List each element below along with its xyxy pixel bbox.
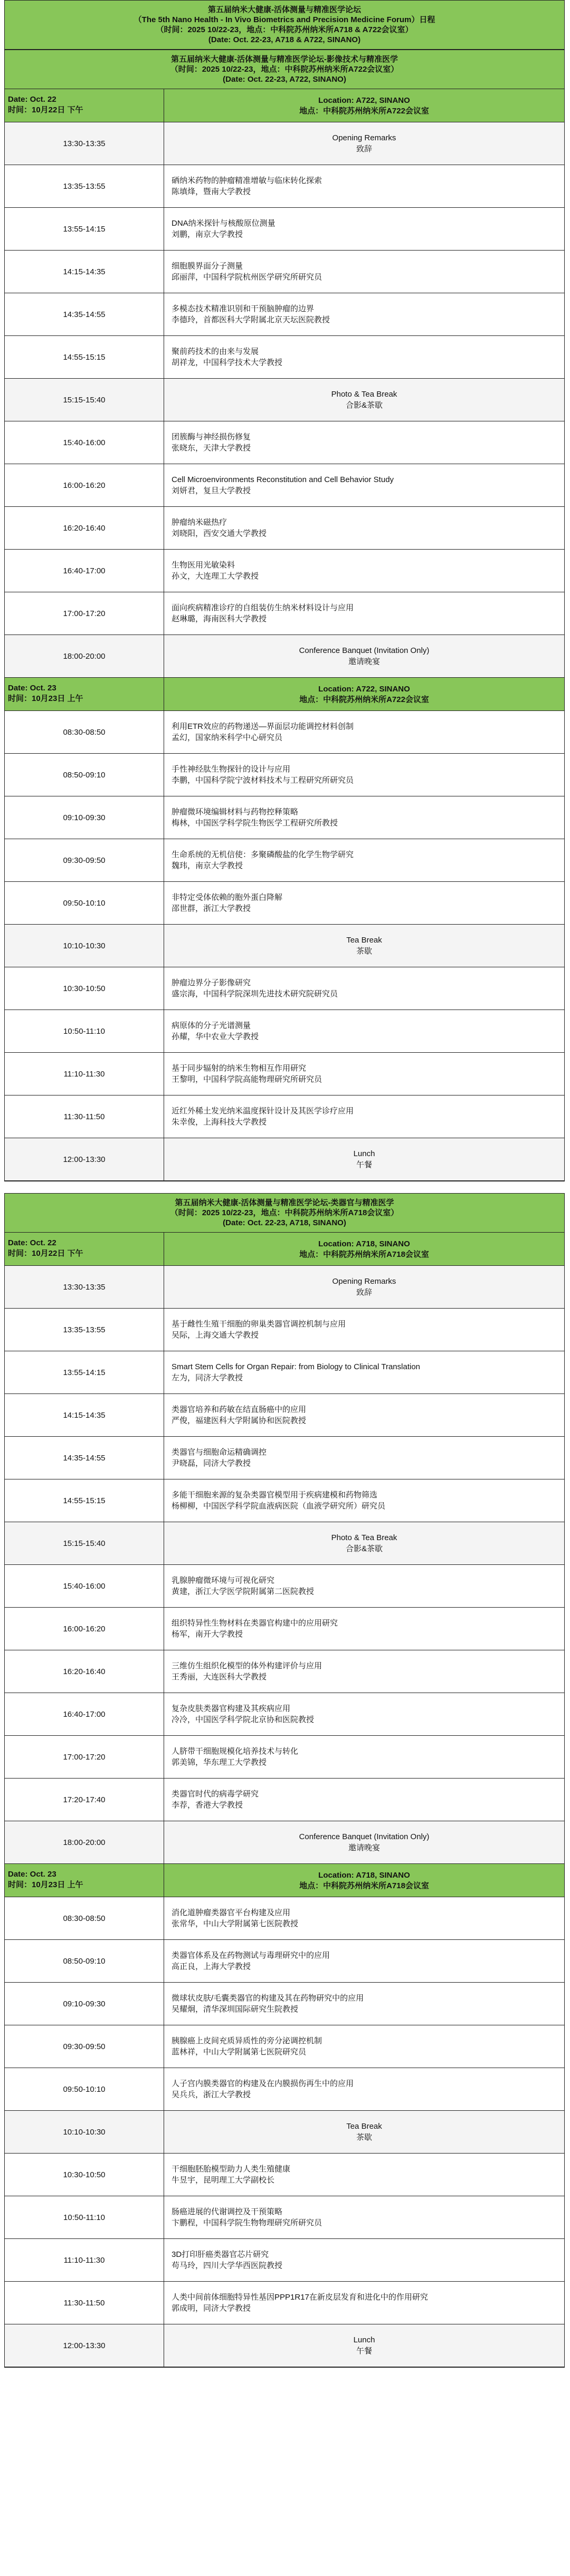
talk-item	[164, 1983, 564, 2025]
session-header	[5, 50, 564, 89]
talk-item	[164, 1309, 564, 1351]
agenda-document	[4, 0, 565, 2368]
talk-item	[164, 1437, 564, 1479]
date-en: Date: Oct. 23	[8, 1870, 56, 1879]
agenda-row	[5, 2111, 564, 2154]
speaker-info: 李荐，香港大学教授	[172, 1801, 243, 1810]
talk-title: 近红外稀土发光纳米温度探针设计及其医学诊疗应用	[172, 1107, 354, 1116]
talk-item	[164, 1053, 564, 1095]
session-header	[5, 1, 564, 50]
speaker-info: 朱幸俊，上海科技大学教授	[172, 1118, 267, 1127]
speaker-info: 张常华，中山大学附属第七医院教授	[172, 1919, 299, 1928]
time-slot: 17:00-17:20	[5, 1736, 164, 1778]
speaker-info: 陈填烽，暨南大学教授	[172, 187, 251, 196]
time-slot: 11:30-11:50	[5, 2282, 164, 2324]
talk-title: 三维仿生组织化模型的体外构建评价与应用	[172, 1661, 322, 1670]
talk-item	[164, 796, 564, 839]
session-title-line: （时间：2025 10/22-23，地点：中科院苏州纳米所A718会议室）	[170, 1208, 399, 1217]
talk-item	[164, 2282, 564, 2324]
speaker-info: 刘妍君，复旦大学教授	[172, 486, 251, 495]
agenda-row	[5, 379, 564, 421]
agenda-row	[5, 550, 564, 592]
location-en: Location: A718, SINANO	[318, 1871, 410, 1880]
location-cn: 地点：中科院苏州纳米所A718会议室	[299, 1881, 429, 1890]
time-slot: 09:30-09:50	[5, 839, 164, 881]
speaker-info: 尹晓磊，同济大学教授	[172, 1459, 251, 1468]
time-slot: 10:30-10:50	[5, 2154, 164, 2196]
talk-item	[164, 1608, 564, 1650]
agenda-row	[5, 1095, 564, 1138]
speaker-info: 黄建，浙江大学医学院附属第二医院教授	[172, 1587, 315, 1596]
day-date-cell	[5, 89, 164, 122]
time-slot: 15:40-16:00	[5, 1565, 164, 1607]
day-location-cell	[164, 89, 564, 122]
time-slot: 09:50-10:10	[5, 882, 164, 924]
talk-title: 消化道肿瘤类器官平台构建及应用	[172, 1908, 291, 1917]
time-slot: 09:30-09:50	[5, 2025, 164, 2068]
time-slot: 16:40-17:00	[5, 550, 164, 592]
talk-item	[164, 711, 564, 753]
speaker-info: 致辞	[356, 1288, 372, 1297]
time-slot: 14:55-15:15	[5, 336, 164, 378]
agenda-row	[5, 1053, 564, 1095]
speaker-info: 李鹏，中国科学院宁波材料技术与工程研究所研究员	[172, 776, 354, 785]
time-slot: 10:30-10:50	[5, 967, 164, 1010]
date-cn: 时间：10月23日 上午	[8, 1880, 83, 1889]
time-slot: 16:00-16:20	[5, 1608, 164, 1650]
speaker-info: 梅林，中国医学科学院生物医学工程研究所教授	[172, 819, 338, 828]
session-title-line: 第五届纳米大健康-活体测量与精准医学论坛	[208, 5, 361, 14]
time-slot: 14:15-14:35	[5, 251, 164, 293]
talk-title: 生物医用光敏染料	[172, 561, 235, 570]
agenda-row	[5, 2068, 564, 2111]
speaker-info: 冷冷，中国医学科学院北京协和医院教授	[172, 1715, 315, 1724]
speaker-info: 郭美锦，华东理工大学教授	[172, 1758, 267, 1767]
session-title-line: （时间：2025 10/22-23，地点：中科院苏州纳米所A722会议室）	[170, 65, 399, 74]
talk-title: Tea Break	[346, 2122, 382, 2131]
time-slot: 08:30-08:50	[5, 711, 164, 753]
date-cn: 时间：10月22日 下午	[8, 1249, 83, 1258]
time-slot: 10:10-10:30	[5, 925, 164, 967]
talk-item	[164, 967, 564, 1010]
time-slot: 15:40-16:00	[5, 421, 164, 464]
agenda-row	[5, 2324, 564, 2367]
day-location-cell	[164, 678, 564, 710]
session-block	[4, 50, 565, 1181]
time-slot: 16:20-16:40	[5, 507, 164, 549]
talk-item	[164, 2196, 564, 2238]
day-date-cell	[5, 1864, 164, 1897]
talk-title: Conference Banquet (Invitation Only)	[299, 1832, 430, 1841]
session-title-line: （The 5th Nano Health - In Vivo Biometrics and Precision Medicine Forum）日程	[134, 15, 435, 24]
talk-item	[164, 293, 564, 335]
location-cn: 地点：中科院苏州纳米所A722会议室	[299, 695, 429, 704]
time-slot: 16:40-17:00	[5, 1693, 164, 1735]
time-slot: 09:50-10:10	[5, 2068, 164, 2110]
agenda-row	[5, 711, 564, 754]
agenda-row	[5, 1010, 564, 1053]
speaker-info: 邀请晚宴	[348, 1843, 380, 1852]
speaker-info: 蓝林祥，中山大学附属第七医院研究员	[172, 2048, 307, 2056]
speaker-info: 邵世群，浙江大学教授	[172, 904, 251, 913]
time-slot: 16:00-16:20	[5, 464, 164, 506]
time-slot: 14:55-15:15	[5, 1479, 164, 1522]
talk-item	[164, 507, 564, 549]
agenda-row	[5, 1736, 564, 1779]
talk-item	[164, 1095, 564, 1138]
talk-item	[164, 208, 564, 250]
talk-title: 胰腺癌上皮间充质异质性的旁分泌调控机制	[172, 2036, 322, 2045]
talk-title: Tea Break	[346, 936, 382, 945]
speaker-info: 刘鹏，南京大学教授	[172, 230, 243, 239]
agenda-row	[5, 1897, 564, 1940]
day-header-row	[5, 678, 564, 711]
break-item	[164, 635, 564, 677]
talk-title: 类器官与细胞命运精确调控	[172, 1448, 267, 1457]
agenda-row	[5, 165, 564, 208]
talk-item	[164, 1650, 564, 1693]
speaker-info: 高正良，上海大学教授	[172, 1962, 251, 1971]
time-slot: 11:10-11:30	[5, 1053, 164, 1095]
talk-title: Cell Microenvironments Reconstitution and Cell Behavior Study	[172, 475, 394, 484]
agenda-row	[5, 208, 564, 251]
location-en: Location: A718, SINANO	[318, 1239, 410, 1248]
agenda-row	[5, 2196, 564, 2239]
session-title-line: 第五届纳米大健康-活体测量与精准医学论坛-影像技术与精准医学	[171, 55, 398, 64]
speaker-info: 合影&茶歇	[345, 401, 383, 410]
agenda-row	[5, 925, 564, 967]
session-block	[4, 0, 565, 50]
talk-title: 多能干细胞来源的复杂类器官模型用于疾病建模和药物筛选	[172, 1491, 378, 1500]
agenda-row	[5, 421, 564, 464]
speaker-info: 王秀丽，大连医科大学教授	[172, 1673, 267, 1681]
talk-title: 肠癌进展的代谢调控及干预策略	[172, 2207, 283, 2216]
speaker-info: 李德玲，首都医科大学附属北京天坛医院教授	[172, 315, 330, 324]
speaker-info: 邀请晚宴	[348, 657, 380, 666]
date-en: Date: Oct. 23	[8, 684, 56, 693]
time-slot: 10:50-11:10	[5, 1010, 164, 1052]
speaker-info: 孙耀，华中农业大学教授	[172, 1032, 259, 1041]
time-slot: 12:00-13:30	[5, 2324, 164, 2367]
agenda-row	[5, 1138, 564, 1181]
talk-title: 聚前药技术的由来与发展	[172, 347, 259, 356]
time-slot: 09:10-09:30	[5, 796, 164, 839]
day-location-cell	[164, 1864, 564, 1897]
speaker-info: 杨柳柳，中国医学科学院血液病医院（血液学研究所）研究员	[172, 1502, 386, 1511]
agenda-row	[5, 1940, 564, 1983]
talk-item	[164, 839, 564, 881]
time-slot: 14:35-14:55	[5, 293, 164, 335]
time-slot: 12:00-13:30	[5, 1138, 164, 1180]
talk-title: 人子宫内膜类器官的构建及在内膜损伤再生中的应用	[172, 2079, 354, 2088]
time-slot: 10:50-11:10	[5, 2196, 164, 2238]
talk-item	[164, 1010, 564, 1052]
speaker-info: 牛昱宇，昆明理工大学副校长	[172, 2176, 275, 2185]
agenda-row	[5, 1351, 564, 1394]
agenda-row	[5, 122, 564, 165]
speaker-info: 郭成明，同济大学教授	[172, 2304, 251, 2313]
break-item	[164, 1138, 564, 1180]
break-item	[164, 2324, 564, 2367]
date-cn: 时间：10月23日 上午	[8, 694, 83, 703]
agenda-row	[5, 1266, 564, 1309]
talk-title: 人类中间前体细胞特异性基因PPP1R17在新皮层发育和进化中的作用研究	[172, 2293, 428, 2302]
talk-item	[164, 1351, 564, 1393]
speaker-info: 孙文，大连理工大学教授	[172, 572, 259, 581]
agenda-row	[5, 1437, 564, 1479]
break-item	[164, 925, 564, 967]
talk-title: Lunch	[353, 1149, 375, 1158]
agenda-row	[5, 1779, 564, 1821]
talk-item	[164, 2239, 564, 2281]
talk-item	[164, 421, 564, 464]
day-location-cell	[164, 1233, 564, 1265]
location-cn: 地点：中科院苏州纳米所A718会议室	[299, 1250, 429, 1259]
talk-item	[164, 592, 564, 635]
agenda-row	[5, 2239, 564, 2282]
time-slot: 18:00-20:00	[5, 1821, 164, 1863]
talk-item	[164, 336, 564, 378]
block-bottom-border	[4, 2367, 565, 2368]
time-slot: 14:35-14:55	[5, 1437, 164, 1479]
agenda-row	[5, 293, 564, 336]
speaker-info: 茶歇	[356, 947, 372, 956]
talk-title: Conference Banquet (Invitation Only)	[299, 646, 430, 655]
talk-title: Lunch	[353, 2335, 375, 2344]
session-title-line: （时间：2025 10/22-23，地点：中科院苏州纳米所A718 & A722会议室）	[156, 25, 413, 34]
talk-title: 类器官体系及在药物测试与毒理研究中的应用	[172, 1951, 330, 1960]
speaker-info: 孟幻，国家纳米科学中心研究员	[172, 733, 283, 742]
speaker-info: 邱丽萍，中国科学院杭州医学研究所研究员	[172, 273, 322, 282]
time-slot: 13:35-13:55	[5, 165, 164, 207]
talk-title: 利用ETR效应的药物递送—界面层功能调控材料创制	[172, 722, 354, 731]
break-item	[164, 1522, 564, 1564]
break-item	[164, 1266, 564, 1308]
date-en: Date: Oct. 22	[8, 95, 56, 104]
talk-title: 病原体的分子光谱测量	[172, 1021, 251, 1030]
time-slot: 17:20-17:40	[5, 1779, 164, 1821]
speaker-info: 魏玮，南京大学教授	[172, 861, 243, 870]
time-slot: 08:50-09:10	[5, 1940, 164, 1982]
talk-title: 乳腺肿瘤微环境与可视化研究	[172, 1576, 275, 1585]
talk-item	[164, 2068, 564, 2110]
talk-item	[164, 2025, 564, 2068]
agenda-row	[5, 1522, 564, 1565]
speaker-info: 卞鹏程，中国科学院生物物理研究所研究员	[172, 2218, 322, 2227]
talk-title: 硒纳米药物的肿瘤精准增敏与临床转化探索	[172, 176, 322, 185]
speaker-info: 赵琳璐，海南医科大学教授	[172, 614, 267, 623]
break-item	[164, 122, 564, 165]
session-header	[5, 1194, 564, 1233]
session-title-line: (Date: Oct. 22-23, A722, SINANO)	[223, 75, 346, 84]
time-slot: 18:00-20:00	[5, 635, 164, 677]
speaker-info: 王黎明，中国科学院高能物理研究所研究员	[172, 1075, 322, 1084]
talk-title: Opening Remarks	[332, 1277, 396, 1286]
agenda-row	[5, 1309, 564, 1351]
session-title-line: (Date: Oct. 22-23, A718 & A722, SINANO)	[208, 35, 361, 44]
talk-title: 肿瘤纳米磁热疗	[172, 518, 227, 527]
day-date-cell	[5, 678, 164, 710]
talk-title: Photo & Tea Break	[331, 390, 397, 399]
agenda-row	[5, 592, 564, 635]
date-en: Date: Oct. 22	[8, 1238, 56, 1247]
day-header-row	[5, 1864, 564, 1897]
talk-title: 面向疾病精准诊疗的自组装仿生纳米材料设计与应用	[172, 603, 354, 612]
talk-title: 手性神经肽生物探针的设计与应用	[172, 765, 291, 774]
talk-title: 类器官培养和药敏在结直肠癌中的应用	[172, 1405, 307, 1414]
talk-title: 生命系统的无机信使：多聚磷酸盐的化学生物学研究	[172, 850, 354, 859]
agenda-row	[5, 336, 564, 379]
date-cn: 时间：10月22日 下午	[8, 105, 83, 114]
break-item	[164, 2111, 564, 2153]
speaker-info: 严俊，福建医科大学附属协和医院教授	[172, 1416, 307, 1425]
location-en: Location: A722, SINANO	[318, 96, 410, 105]
talk-item	[164, 2154, 564, 2196]
talk-title: 基于雌性生殖干细胞的卵巢类器官调控机制与应用	[172, 1320, 346, 1329]
talk-title: 3D打印肝癌类器官芯片研究	[172, 2250, 269, 2259]
agenda-row	[5, 2282, 564, 2324]
break-item	[164, 379, 564, 421]
location-cn: 地点：中科院苏州纳米所A722会议室	[299, 107, 429, 116]
agenda-row	[5, 967, 564, 1010]
talk-title: 非特定受体依赖的胞外蛋白降解	[172, 893, 283, 902]
talk-item	[164, 1897, 564, 1939]
time-slot: 11:10-11:30	[5, 2239, 164, 2281]
time-slot: 14:15-14:35	[5, 1394, 164, 1436]
talk-item	[164, 1565, 564, 1607]
talk-title: 肿瘤微环境编辑材料与药物控释策略	[172, 808, 299, 816]
day-header-row	[5, 1233, 564, 1266]
speaker-info: 午餐	[356, 2347, 372, 2356]
talk-title: 肿瘤边界分子影像研究	[172, 978, 251, 987]
time-slot: 16:20-16:40	[5, 1650, 164, 1693]
agenda-row	[5, 464, 564, 507]
speaker-info: 吴际，上海交通大学教授	[172, 1331, 259, 1340]
talk-title: 微球状皮肤/毛囊类器官的构建及其在药物研究中的应用	[172, 1994, 364, 2003]
section-gap	[4, 1181, 565, 1193]
day-header-row	[5, 89, 564, 122]
speaker-info: 吴兵兵，浙江大学教授	[172, 2090, 251, 2099]
agenda-row	[5, 251, 564, 293]
talk-title: 干细胞胚胎模型助力人类生殖健康	[172, 2165, 291, 2174]
time-slot: 17:00-17:20	[5, 592, 164, 635]
speaker-info: 左为，同济大学教授	[172, 1373, 243, 1382]
talk-item	[164, 550, 564, 592]
talk-item	[164, 754, 564, 796]
talk-title: 基于同步辐射的纳米生物相互作用研究	[172, 1064, 307, 1073]
talk-title: DNA纳米探针与核酸原位测量	[172, 219, 276, 228]
agenda-row	[5, 754, 564, 796]
talk-title: Smart Stem Cells for Organ Repair: from Biology to Clinical Translation	[172, 1362, 421, 1371]
agenda-row	[5, 507, 564, 550]
speaker-info: 午餐	[356, 1160, 372, 1169]
location-en: Location: A722, SINANO	[318, 685, 410, 694]
talk-title: 人脐带干细胞规模化培养技术与转化	[172, 1747, 299, 1756]
speaker-info: 胡祥龙，中国科学技术大学教授	[172, 358, 283, 367]
agenda-row	[5, 1983, 564, 2025]
time-slot: 15:15-15:40	[5, 379, 164, 421]
time-slot: 09:10-09:30	[5, 1983, 164, 2025]
agenda-row	[5, 635, 564, 678]
speaker-info: 杨军，南开大学教授	[172, 1630, 243, 1639]
agenda-row	[5, 1394, 564, 1437]
talk-title: 类器官时代的病毒学研究	[172, 1790, 259, 1799]
speaker-info: 合影&茶歇	[345, 1544, 383, 1553]
session-title-line: 第五届纳米大健康-活体测量与精准医学论坛-类器官与精准医学	[175, 1198, 394, 1207]
agenda-row	[5, 1479, 564, 1522]
speaker-info: 张晓东，天津大学教授	[172, 444, 251, 453]
talk-item	[164, 251, 564, 293]
talk-title: 细胞膜界面分子测量	[172, 262, 243, 271]
time-slot: 08:50-09:10	[5, 754, 164, 796]
speaker-info: 茶歇	[356, 2133, 372, 2142]
session-block	[4, 1193, 565, 2367]
talk-item	[164, 882, 564, 924]
day-date-cell	[5, 1233, 164, 1265]
talk-title: Opening Remarks	[332, 133, 396, 142]
agenda-row	[5, 1565, 564, 1608]
talk-item	[164, 1779, 564, 1821]
talk-item	[164, 1693, 564, 1735]
agenda-row	[5, 796, 564, 839]
talk-title: Photo & Tea Break	[331, 1533, 397, 1542]
talk-item	[164, 165, 564, 207]
agenda-row	[5, 2025, 564, 2068]
speaker-info: 致辞	[356, 145, 372, 153]
speaker-info: 刘晓阳，西安交通大学教授	[172, 529, 267, 538]
time-slot: 15:15-15:40	[5, 1522, 164, 1564]
session-title-line: (Date: Oct. 22-23, A718, SINANO)	[223, 1218, 346, 1227]
time-slot: 13:55-14:15	[5, 208, 164, 250]
time-slot: 13:35-13:55	[5, 1309, 164, 1351]
talk-item	[164, 1479, 564, 1522]
agenda-row	[5, 1650, 564, 1693]
talk-item	[164, 1736, 564, 1778]
agenda-row	[5, 839, 564, 882]
time-slot: 10:10-10:30	[5, 2111, 164, 2153]
agenda-row	[5, 1693, 564, 1736]
time-slot: 13:30-13:35	[5, 122, 164, 165]
time-slot: 11:30-11:50	[5, 1095, 164, 1138]
speaker-info: 盛宗海，中国科学院深圳先进技术研究院研究员	[172, 989, 338, 998]
agenda-row	[5, 1608, 564, 1650]
speaker-info: 苟马玲，四川大学华西医院教授	[172, 2261, 283, 2270]
talk-item	[164, 1940, 564, 1982]
agenda-row	[5, 1821, 564, 1864]
agenda-row	[5, 2154, 564, 2196]
agenda-row	[5, 882, 564, 925]
talk-title: 组织特异性生物材料在类器官构建中的应用研究	[172, 1619, 338, 1628]
talk-title: 复杂皮肤类器官构建及其疾病应用	[172, 1704, 291, 1713]
speaker-info: 吴耀炯，清华深圳国际研究生院教授	[172, 2005, 299, 2014]
talk-title: 多模态技术精准识别和干预脑肿瘤的边界	[172, 304, 315, 313]
break-item	[164, 1821, 564, 1863]
time-slot: 13:55-14:15	[5, 1351, 164, 1393]
time-slot: 08:30-08:50	[5, 1897, 164, 1939]
time-slot: 13:30-13:35	[5, 1266, 164, 1308]
talk-title: 团簇酶与神经损伤修复	[172, 432, 251, 441]
talk-item	[164, 1394, 564, 1436]
talk-item	[164, 464, 564, 506]
